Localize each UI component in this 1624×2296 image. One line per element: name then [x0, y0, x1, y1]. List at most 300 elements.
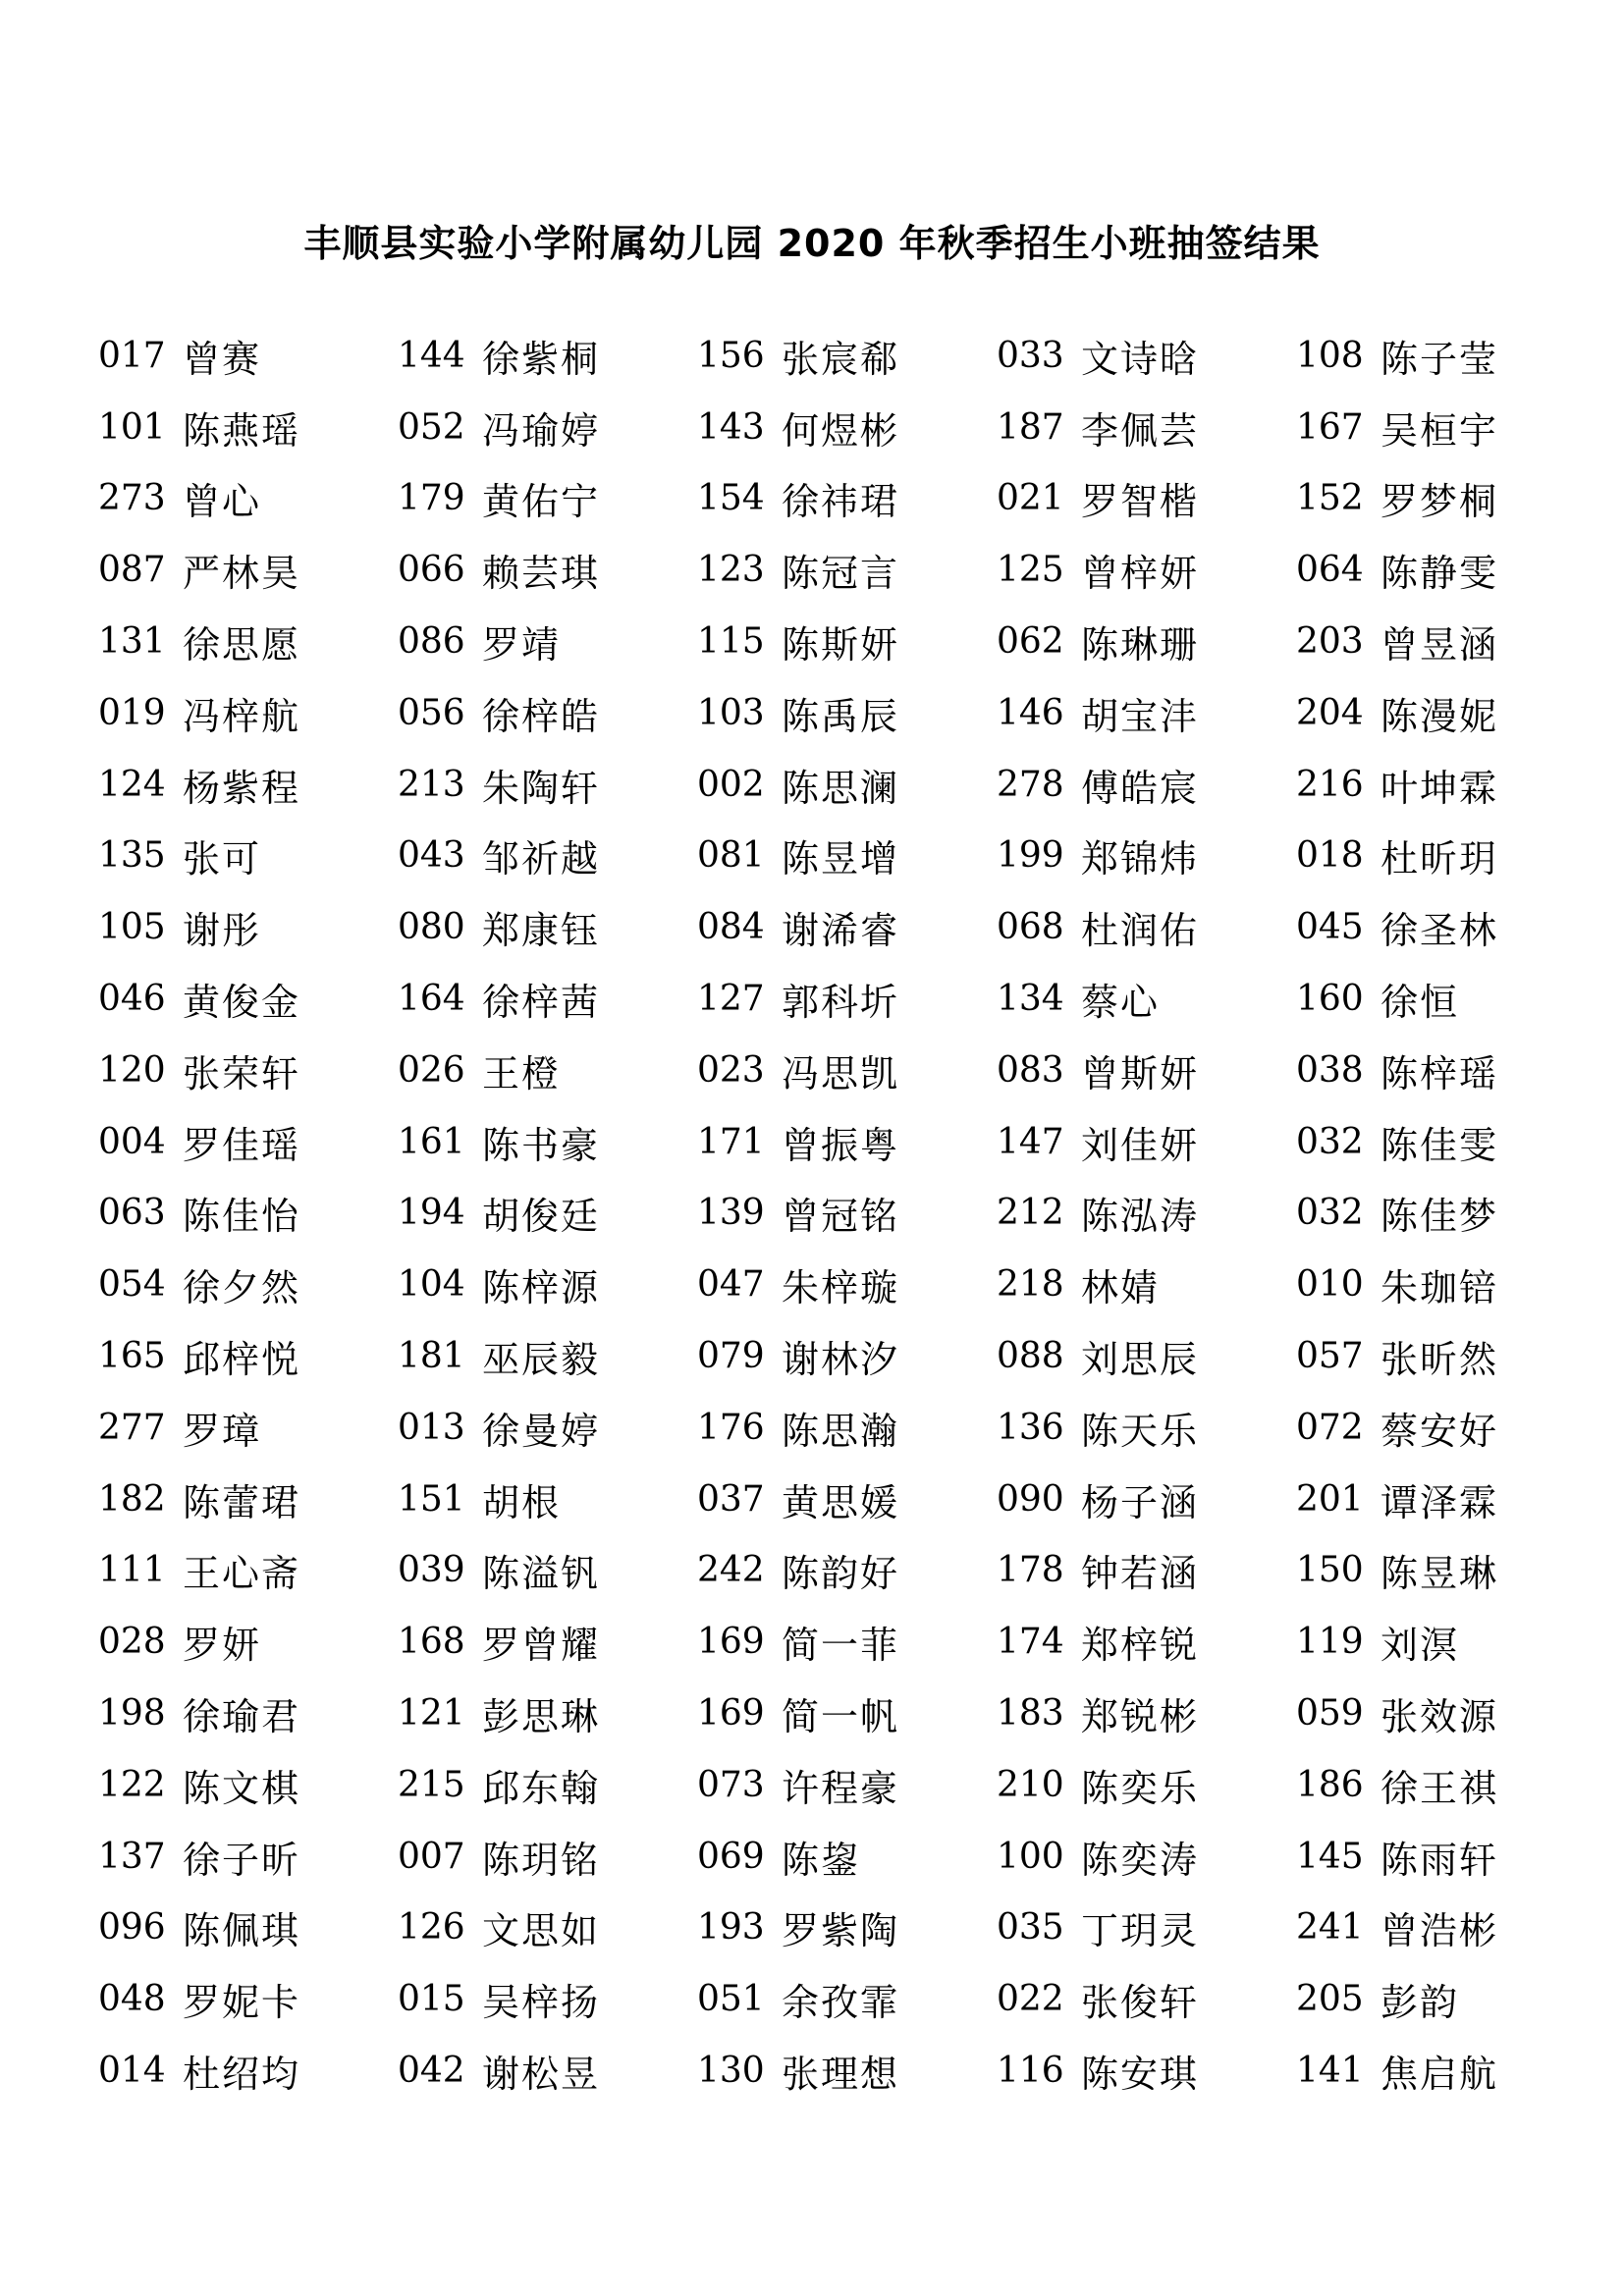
result-entry [98, 1678, 398, 1749]
entry-name: 罗妍 [183, 1624, 262, 1668]
result-entry [1296, 1249, 1596, 1320]
entry-name: 谢彤 [183, 909, 262, 953]
result-entry [697, 891, 997, 963]
result-entry [98, 320, 398, 392]
entry-number: 059 [1296, 1693, 1364, 1735]
entry-name: 徐恒 [1380, 981, 1460, 1025]
result-entry [98, 606, 398, 677]
entry-number: 160 [1296, 979, 1364, 1020]
result-entry [697, 1821, 997, 1893]
entry-name: 罗靖 [482, 623, 562, 667]
result-entry [697, 821, 997, 892]
entry-number: 079 [697, 1336, 765, 1377]
entry-number: 115 [697, 621, 765, 663]
entry-name: 钟若涵 [1081, 1552, 1200, 1596]
entry-name: 杜润佑 [1081, 909, 1200, 953]
entry-number: 201 [1296, 1478, 1364, 1520]
result-entry [398, 1535, 697, 1607]
entry-name: 陈佳怡 [183, 1195, 301, 1239]
entry-name: 何煜彬 [782, 408, 900, 453]
entry-name: 许程豪 [782, 1766, 900, 1810]
result-entry [697, 2035, 997, 2107]
entry-number: 069 [697, 1836, 765, 1877]
result-entry [398, 891, 697, 963]
entry-number: 010 [1296, 1264, 1364, 1306]
entry-number: 032 [1296, 1121, 1364, 1162]
entry-number: 017 [98, 335, 166, 376]
entry-name: 郑康钰 [482, 909, 601, 953]
result-entry [1296, 1178, 1596, 1250]
entry-number: 137 [98, 1836, 166, 1877]
entry-number: 139 [697, 1193, 765, 1234]
result-entry [997, 463, 1296, 535]
entry-number: 186 [1296, 1764, 1364, 1805]
result-entry [1296, 1606, 1596, 1678]
entry-name: 张效源 [1380, 1695, 1499, 1739]
entry-number: 051 [697, 1979, 765, 2020]
result-entry [697, 1035, 997, 1106]
entry-name: 简一帆 [782, 1695, 900, 1739]
entry-number: 116 [997, 2051, 1064, 2092]
entry-name: 张昕然 [1380, 1338, 1499, 1382]
result-entry [1296, 677, 1596, 749]
entry-number: 028 [98, 1622, 166, 1663]
entry-number: 046 [98, 979, 166, 1020]
entry-name: 陈安琪 [1081, 2053, 1200, 2097]
entry-number: 169 [697, 1622, 765, 1663]
entry-name: 罗曾耀 [482, 1624, 601, 1668]
result-entry [997, 1106, 1296, 1178]
entry-name: 曾心 [183, 480, 262, 524]
entry-name: 焦启航 [1380, 2053, 1499, 2097]
entry-number: 007 [398, 1836, 465, 1877]
entry-name: 徐夕然 [183, 1266, 301, 1310]
result-entry [997, 1963, 1296, 2035]
entry-name: 李佩芸 [1081, 408, 1200, 453]
entry-name: 陈奕涛 [1081, 1838, 1200, 1882]
result-entry [1296, 392, 1596, 463]
entry-number: 213 [398, 764, 465, 805]
result-entry [398, 963, 697, 1035]
entry-name: 胡俊廷 [482, 1195, 601, 1239]
entry-name: 蔡安好 [1380, 1409, 1499, 1453]
entry-number: 105 [98, 907, 166, 948]
entry-name: 陈昱增 [782, 837, 900, 881]
entry-number: 120 [98, 1049, 166, 1091]
entry-name: 刘溟 [1380, 1624, 1460, 1668]
entry-name: 林婧 [1081, 1266, 1161, 1310]
entry-name: 徐梓皓 [482, 694, 601, 738]
result-entry [997, 1893, 1296, 1964]
entry-number: 032 [1296, 1193, 1364, 1234]
result-entry [98, 1749, 398, 1821]
entry-number: 147 [997, 1121, 1064, 1162]
entry-name: 冯梓航 [183, 694, 301, 738]
entry-number: 278 [997, 764, 1064, 805]
entry-number: 204 [1296, 692, 1364, 733]
result-entry [997, 749, 1296, 821]
result-entry [98, 1035, 398, 1106]
entry-name: 冯思凯 [782, 1051, 900, 1095]
entry-number: 167 [1296, 406, 1364, 448]
entry-name: 陈泓涛 [1081, 1195, 1200, 1239]
result-entry [1296, 1821, 1596, 1893]
entry-name: 陈佳梦 [1380, 1195, 1499, 1239]
entry-name: 陈思瀚 [782, 1409, 900, 1453]
entry-name: 曾浩彬 [1380, 1909, 1499, 1953]
result-entry [398, 1893, 697, 1964]
entry-number: 045 [1296, 907, 1364, 948]
result-entry [997, 1320, 1296, 1392]
entry-name: 罗佳瑶 [183, 1123, 301, 1167]
entry-number: 033 [997, 335, 1064, 376]
entry-name: 谢浠睿 [782, 909, 900, 953]
entry-name: 巫辰毅 [482, 1338, 601, 1382]
entry-name: 陈燕瑶 [183, 408, 301, 453]
result-entry [398, 320, 697, 392]
result-entry [398, 821, 697, 892]
entry-number: 193 [697, 1907, 765, 1949]
entry-name: 杨紫程 [183, 766, 301, 810]
entry-number: 038 [1296, 1049, 1364, 1091]
result-entry [697, 1749, 997, 1821]
entry-name: 陈天乐 [1081, 1409, 1200, 1453]
entry-name: 陈雨轩 [1380, 1838, 1499, 1882]
result-entry [398, 534, 697, 606]
result-entry [1296, 1035, 1596, 1106]
entry-number: 273 [98, 478, 166, 519]
entry-number: 057 [1296, 1336, 1364, 1377]
entry-number: 022 [997, 1979, 1064, 2020]
result-entry [398, 1749, 697, 1821]
entry-name: 张俊轩 [1081, 1981, 1200, 2025]
entry-number: 144 [398, 335, 465, 376]
result-entry [398, 1320, 697, 1392]
entry-number: 146 [997, 692, 1064, 733]
entry-number: 151 [398, 1478, 465, 1520]
result-entry [1296, 1320, 1596, 1392]
result-entry [697, 1963, 997, 2035]
entry-number: 096 [98, 1907, 166, 1949]
entry-name: 徐曼婷 [482, 1409, 601, 1453]
entry-number: 122 [98, 1764, 166, 1805]
result-entry [1296, 1535, 1596, 1607]
entry-name: 黄思媛 [782, 1480, 900, 1524]
entry-number: 119 [1296, 1622, 1364, 1663]
entry-number: 124 [98, 764, 166, 805]
entry-name: 郑锦炜 [1081, 837, 1200, 881]
entry-name: 徐圣林 [1380, 909, 1499, 953]
result-entry [98, 963, 398, 1035]
result-entry [98, 1464, 398, 1535]
entry-name: 陈蕾珺 [183, 1480, 301, 1524]
entry-name: 陈韵好 [782, 1552, 900, 1596]
entry-number: 164 [398, 979, 465, 1020]
entry-name: 徐瑜君 [183, 1695, 301, 1739]
entry-number: 002 [697, 764, 765, 805]
entry-number: 019 [98, 692, 166, 733]
entry-number: 047 [697, 1264, 765, 1306]
entry-name: 曾冠铭 [782, 1195, 900, 1239]
entry-number: 171 [697, 1121, 765, 1162]
entry-number: 143 [697, 406, 765, 448]
entry-number: 063 [98, 1193, 166, 1234]
result-entry [697, 606, 997, 677]
entry-name: 曾梓妍 [1081, 552, 1200, 596]
entry-number: 241 [1296, 1907, 1364, 1949]
page-title: 丰顺县实验小学附属幼儿园 2020 年秋季招生小班抽签结果 [303, 222, 1321, 265]
entry-name: 郑锐彬 [1081, 1695, 1200, 1739]
entry-number: 187 [997, 406, 1064, 448]
entry-number: 125 [997, 550, 1064, 591]
entry-number: 183 [997, 1693, 1064, 1735]
entry-number: 018 [1296, 835, 1364, 877]
entry-name: 彭思琳 [482, 1695, 601, 1739]
entry-number: 104 [398, 1264, 465, 1306]
result-entry [98, 1821, 398, 1893]
result-entry [1296, 2035, 1596, 2107]
result-entry [997, 1178, 1296, 1250]
result-entry [398, 606, 697, 677]
result-entry [98, 392, 398, 463]
result-entry [98, 1320, 398, 1392]
result-entry [997, 1821, 1296, 1893]
entry-number: 134 [997, 979, 1064, 1020]
result-entry [398, 1392, 697, 1464]
result-entry [997, 1606, 1296, 1678]
result-entry [997, 534, 1296, 606]
entry-name: 徐子昕 [183, 1838, 301, 1882]
entry-number: 194 [398, 1193, 465, 1234]
entry-number: 086 [398, 621, 465, 663]
result-entry [1296, 1106, 1596, 1178]
entry-number: 080 [398, 907, 465, 948]
entry-name: 徐梓茜 [482, 981, 601, 1025]
entry-name: 杨子涵 [1081, 1480, 1200, 1524]
entry-name: 曾振粤 [782, 1123, 900, 1167]
result-entry [997, 2035, 1296, 2107]
entry-name: 胡宝沣 [1081, 694, 1200, 738]
result-entry [997, 392, 1296, 463]
entry-number: 042 [398, 2051, 465, 2092]
result-entry [398, 1678, 697, 1749]
entry-name: 吴梓扬 [482, 1981, 601, 2025]
entry-name: 张宸郗 [782, 337, 900, 381]
result-entry [697, 1606, 997, 1678]
result-entry [1296, 891, 1596, 963]
result-entry [98, 2035, 398, 2107]
entry-name: 陈琳珊 [1081, 623, 1200, 667]
entry-name: 陈文棋 [183, 1766, 301, 1810]
result-entry [398, 677, 697, 749]
result-entry [98, 1606, 398, 1678]
entry-name: 黄俊金 [183, 981, 301, 1025]
entry-number: 154 [697, 478, 765, 519]
entry-name: 邱东翰 [482, 1766, 601, 1810]
entry-number: 037 [697, 1478, 765, 1520]
entry-name: 陈昱琳 [1380, 1552, 1499, 1596]
result-entry [398, 463, 697, 535]
entry-name: 邱梓悦 [183, 1338, 301, 1382]
result-entry [1296, 1392, 1596, 1464]
entry-name: 严林昊 [183, 552, 301, 596]
entry-name: 朱梓璇 [782, 1266, 900, 1310]
result-entry [98, 1535, 398, 1607]
result-entry [1296, 1963, 1596, 2035]
result-entry [697, 677, 997, 749]
entry-name: 冯瑜婷 [482, 408, 601, 453]
result-entry [997, 1392, 1296, 1464]
entry-name: 徐王祺 [1380, 1766, 1499, 1810]
entry-name: 赖芸琪 [482, 552, 601, 596]
result-entry [98, 1893, 398, 1964]
entry-number: 205 [1296, 1979, 1364, 2020]
result-entry [697, 1893, 997, 1964]
result-entry [997, 1678, 1296, 1749]
entry-name: 陈玥铭 [482, 1838, 601, 1882]
entry-name: 谭泽霖 [1380, 1480, 1499, 1524]
result-entry [697, 1178, 997, 1250]
result-entry [98, 1106, 398, 1178]
entry-name: 朱珈锫 [1380, 1266, 1499, 1310]
entry-name: 蔡心 [1081, 981, 1161, 1025]
entry-number: 023 [697, 1049, 765, 1091]
entry-name: 文思如 [482, 1909, 601, 1953]
result-entry [697, 1535, 997, 1607]
entry-number: 126 [398, 1907, 465, 1949]
result-entry [1296, 963, 1596, 1035]
entry-number: 215 [398, 1764, 465, 1805]
result-entry [98, 1249, 398, 1320]
entry-name: 刘佳妍 [1081, 1123, 1200, 1167]
entry-name: 徐祎珺 [782, 480, 900, 524]
result-entry [697, 1106, 997, 1178]
result-entry [1296, 320, 1596, 392]
result-entry [398, 1035, 697, 1106]
entry-number: 242 [697, 1550, 765, 1591]
result-entry [98, 463, 398, 535]
entry-name: 张可 [183, 837, 262, 881]
entry-name: 罗妮卡 [183, 1981, 301, 2025]
entry-number: 165 [98, 1336, 166, 1377]
result-entry [1296, 463, 1596, 535]
result-entry [697, 534, 997, 606]
entry-number: 084 [697, 907, 765, 948]
entry-number: 111 [98, 1550, 166, 1591]
entry-number: 062 [997, 621, 1064, 663]
result-entry [1296, 1464, 1596, 1535]
entry-name: 邹祈越 [482, 837, 601, 881]
entry-name: 叶坤霖 [1380, 766, 1499, 810]
result-entry [398, 1178, 697, 1250]
entry-number: 072 [1296, 1407, 1364, 1448]
entry-name: 吴桓宇 [1380, 408, 1499, 453]
entry-name: 黄佑宁 [482, 480, 601, 524]
entry-number: 035 [997, 1907, 1064, 1949]
entry-number: 178 [997, 1550, 1064, 1591]
entry-number: 145 [1296, 1836, 1364, 1877]
entry-name: 文诗晗 [1081, 337, 1200, 381]
entry-name: 陈佩琪 [183, 1909, 301, 1953]
entry-number: 043 [398, 835, 465, 877]
result-entry [398, 392, 697, 463]
entry-name: 郑梓锐 [1081, 1624, 1200, 1668]
entry-name: 陈冠言 [782, 552, 900, 596]
entry-number: 212 [997, 1193, 1064, 1234]
entry-number: 136 [997, 1407, 1064, 1448]
entry-name: 陈子莹 [1380, 337, 1499, 381]
entry-name: 陈溢钒 [482, 1552, 601, 1596]
result-entry [697, 392, 997, 463]
result-entry [98, 1178, 398, 1250]
result-entry [1296, 1893, 1596, 1964]
entry-number: 161 [398, 1121, 465, 1162]
result-entry [997, 891, 1296, 963]
result-entry [997, 1535, 1296, 1607]
entry-number: 015 [398, 1979, 465, 2020]
entry-number: 156 [697, 335, 765, 376]
entry-name: 傅皓宸 [1081, 766, 1200, 810]
result-entry [697, 1249, 997, 1320]
entry-name: 张理想 [782, 2053, 900, 2097]
entry-number: 108 [1296, 335, 1364, 376]
entry-name: 徐思愿 [183, 623, 301, 667]
entry-name: 陈漫妮 [1380, 694, 1499, 738]
entry-name: 罗智楷 [1081, 480, 1200, 524]
entry-number: 127 [697, 979, 765, 1020]
result-entry [98, 1963, 398, 2035]
result-entry [1296, 606, 1596, 677]
entry-number: 176 [697, 1407, 765, 1448]
entry-number: 083 [997, 1049, 1064, 1091]
entry-name: 张荣轩 [183, 1051, 301, 1095]
entry-number: 073 [697, 1764, 765, 1805]
result-entry [997, 320, 1296, 392]
entry-number: 103 [697, 692, 765, 733]
result-entry [398, 1464, 697, 1535]
entry-number: 100 [997, 1836, 1064, 1877]
entry-number: 013 [398, 1407, 465, 1448]
result-entry [98, 677, 398, 749]
entry-number: 168 [398, 1622, 465, 1663]
entry-number: 048 [98, 1979, 166, 2020]
entry-name: 罗璋 [183, 1409, 262, 1453]
entry-number: 150 [1296, 1550, 1364, 1591]
entry-name: 彭韵 [1380, 1981, 1460, 2025]
entry-number: 174 [997, 1622, 1064, 1663]
result-entry [697, 749, 997, 821]
result-entry [997, 1249, 1296, 1320]
entry-number: 068 [997, 907, 1064, 948]
entry-name: 曾赛 [183, 337, 262, 381]
result-entry [997, 1749, 1296, 1821]
result-entry [697, 463, 997, 535]
result-entry [997, 1035, 1296, 1106]
entry-number: 056 [398, 692, 465, 733]
result-entry [1296, 1749, 1596, 1821]
result-entry [98, 1392, 398, 1464]
result-entry [398, 2035, 697, 2107]
result-entry [398, 1606, 697, 1678]
result-entry [98, 749, 398, 821]
result-entry [98, 534, 398, 606]
entry-number: 123 [697, 550, 765, 591]
entry-name: 陈静雯 [1380, 552, 1499, 596]
entry-name: 谢松昱 [482, 2053, 601, 2097]
entry-number: 199 [997, 835, 1064, 877]
entry-name: 陈梓源 [482, 1266, 601, 1310]
entry-number: 181 [398, 1336, 465, 1377]
